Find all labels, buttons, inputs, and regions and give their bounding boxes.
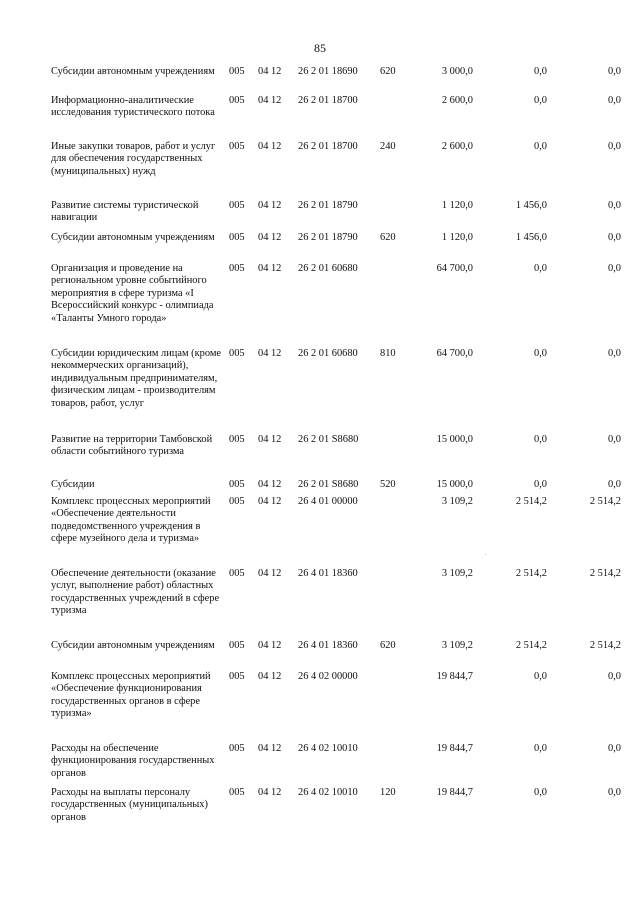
row-vr: 810 [380, 348, 396, 359]
row-csr: 26 4 01 00000 [298, 496, 358, 507]
row-name: Расходы на выплаты персоналу государственных (муниципальных) органов [51, 787, 208, 823]
row-name: Комплекс процессных мероприятий «Обеспечение деятельности подведомственного учреждения в сфере музейного дела и туризма» [51, 496, 211, 545]
table-row [0, 66, 640, 95]
row-amount-1: 15 000,0 [436, 434, 473, 445]
row-amount-3: 2 514,2 [589, 568, 621, 579]
row-ved: 005 [229, 434, 245, 445]
row-ved: 005 [229, 640, 245, 651]
row-rz-pr: 04 12 [258, 496, 282, 507]
row-csr: 26 2 01 18790 [298, 200, 358, 211]
row-csr: 26 2 01 18700 [298, 95, 358, 106]
row-amount-1: 19 844,7 [436, 671, 473, 682]
row-amount-2: 0,0 [534, 66, 547, 77]
row-amount-1: 19 844,7 [436, 787, 473, 798]
row-amount-3: 2 514,2 [589, 496, 621, 507]
row-rz-pr: 04 12 [258, 568, 282, 579]
row-vr: 240 [380, 141, 396, 152]
row-rz-pr: 04 12 [258, 671, 282, 682]
row-amount-2: 1 456,0 [515, 232, 547, 243]
row-vr: 620 [380, 232, 396, 243]
row-csr: 26 4 01 18360 [298, 640, 358, 651]
row-name: Иные закупки товаров, работ и услуг для обеспечения государственных (муниципальных) нужд [51, 141, 216, 177]
row-rz-pr: 04 12 [258, 200, 282, 211]
row-ved: 005 [229, 671, 245, 682]
row-csr: 26 4 02 10010 [298, 743, 358, 754]
row-amount-2: 0,0 [534, 263, 547, 274]
row-amount-1: 3 109,2 [441, 568, 473, 579]
row-rz-pr: 04 12 [258, 232, 282, 243]
row-amount-2: 0,0 [534, 434, 547, 445]
row-amount-1: 19 844,7 [436, 743, 473, 754]
row-ved: 005 [229, 66, 245, 77]
row-amount-2: 0,0 [534, 479, 547, 490]
row-amount-3: 0,0 [608, 66, 621, 77]
row-ved: 005 [229, 496, 245, 507]
row-amount-3: 0,0 [608, 95, 621, 106]
row-vr: 120 [380, 787, 396, 798]
row-csr: 26 2 01 S8680 [298, 479, 359, 490]
row-name: Обеспечение деятельности (оказание услуг, выполнение работ) областных государственных учреждений в сфере туризма [51, 568, 220, 617]
row-rz-pr: 04 12 [258, 66, 282, 77]
row-csr: 26 4 02 00000 [298, 671, 358, 682]
row-amount-1: 3 000,0 [441, 66, 473, 77]
row-rz-pr: 04 12 [258, 141, 282, 152]
row-name: Организация и проведение на региональном уровне событийного мероприятия в сфере туризма «I Всероссийский конкурс - олимпиада «Таланты Умного города» [51, 263, 214, 324]
table-row [0, 479, 640, 496]
row-amount-2: 2 514,2 [515, 568, 547, 579]
row-rz-pr: 04 12 [258, 640, 282, 651]
row-amount-3: 0,0 [608, 263, 621, 274]
table-row [0, 232, 640, 263]
row-rz-pr: 04 12 [258, 434, 282, 445]
row-name: Субсидии автономным учреждениям [51, 640, 215, 651]
row-ved: 005 [229, 200, 245, 211]
row-ved: 005 [229, 95, 245, 106]
row-amount-3: 0,0 [608, 434, 621, 445]
table-row [0, 568, 640, 640]
table-row [0, 496, 640, 568]
row-amount-3: 2 514,2 [589, 640, 621, 651]
row-rz-pr: 04 12 [258, 263, 282, 274]
row-rz-pr: 04 12 [258, 95, 282, 106]
row-rz-pr: 04 12 [258, 479, 282, 490]
table-row [0, 671, 640, 743]
row-amount-3: 0,0 [608, 232, 621, 243]
row-amount-2: 0,0 [534, 95, 547, 106]
row-amount-1: 3 109,2 [441, 496, 473, 507]
table-row [0, 141, 640, 200]
row-amount-1: 2 600,0 [441, 95, 473, 106]
row-ved: 005 [229, 232, 245, 243]
row-amount-3: 0,0 [608, 671, 621, 682]
row-amount-1: 64 700,0 [436, 263, 473, 274]
row-csr: 26 2 01 S8680 [298, 434, 359, 445]
row-rz-pr: 04 12 [258, 743, 282, 754]
table-row [0, 787, 640, 833]
row-amount-2: 2 514,2 [515, 496, 547, 507]
row-ved: 005 [229, 263, 245, 274]
row-csr: 26 2 01 60680 [298, 263, 358, 274]
row-amount-1: 3 109,2 [441, 640, 473, 651]
row-csr: 26 2 01 60680 [298, 348, 358, 359]
row-ved: 005 [229, 568, 245, 579]
row-name: Субсидии [51, 479, 95, 490]
row-amount-2: 0,0 [534, 743, 547, 754]
row-csr: 26 2 01 18700 [298, 141, 358, 152]
row-name: Субсидии автономным учреждениям [51, 66, 215, 77]
row-name: Расходы на обеспечение функционирования государственных органов [51, 743, 215, 779]
row-amount-1: 64 700,0 [436, 348, 473, 359]
row-amount-2: 0,0 [534, 348, 547, 359]
budget-table [0, 66, 640, 833]
row-amount-2: 2 514,2 [515, 640, 547, 651]
row-amount-1: 1 120,0 [441, 232, 473, 243]
row-csr: 26 2 01 18790 [298, 232, 358, 243]
row-amount-3: 0,0 [608, 479, 621, 490]
row-amount-2: 1 456,0 [515, 200, 547, 211]
row-ved: 005 [229, 743, 245, 754]
page-number: 85 [314, 41, 326, 55]
row-name: Комплекс процессных мероприятий «Обеспечение функционирования государственных органов в сфере туризма» [51, 671, 211, 720]
table-row [0, 263, 640, 348]
row-amount-1: 15 000,0 [436, 479, 473, 490]
row-amount-3: 0,0 [608, 787, 621, 798]
row-amount-3: 0,0 [608, 348, 621, 359]
row-ved: 005 [229, 348, 245, 359]
table-row [0, 348, 640, 434]
table-row [0, 640, 640, 671]
row-amount-1: 2 600,0 [441, 141, 473, 152]
row-csr: 26 4 02 10010 [298, 787, 358, 798]
row-amount-3: 0,0 [608, 141, 621, 152]
row-ved: 005 [229, 787, 245, 798]
row-name: Субсидии юридическим лицам (кроме некоммерческих организаций), индивидуальным предпринимателям, физическим лицам - производителям товаров, работ, услуг [51, 348, 222, 409]
table-row [0, 434, 640, 479]
row-vr: 620 [380, 66, 396, 77]
row-ved: 005 [229, 141, 245, 152]
row-name: Субсидии автономным учреждениям [51, 232, 215, 243]
row-amount-2: 0,0 [534, 671, 547, 682]
row-csr: 26 2 01 18690 [298, 66, 358, 77]
row-amount-2: 0,0 [534, 141, 547, 152]
row-amount-3: 0,0 [608, 743, 621, 754]
row-vr: 620 [380, 640, 396, 651]
row-name: Развитие на территории Тамбовской области событийного туризма [51, 434, 213, 458]
row-rz-pr: 04 12 [258, 787, 282, 798]
table-row [0, 200, 640, 232]
row-csr: 26 4 01 18360 [298, 568, 358, 579]
row-amount-1: 1 120,0 [441, 200, 473, 211]
row-name: Развитие системы туристической навигации [51, 200, 199, 224]
row-ved: 005 [229, 479, 245, 490]
row-vr: 520 [380, 479, 396, 490]
row-rz-pr: 04 12 [258, 348, 282, 359]
table-row [0, 95, 640, 141]
row-amount-3: 0,0 [608, 200, 621, 211]
row-name: Информационно-аналитические исследования туристического потока [51, 95, 215, 119]
table-row [0, 743, 640, 787]
row-amount-2: 0,0 [534, 787, 547, 798]
